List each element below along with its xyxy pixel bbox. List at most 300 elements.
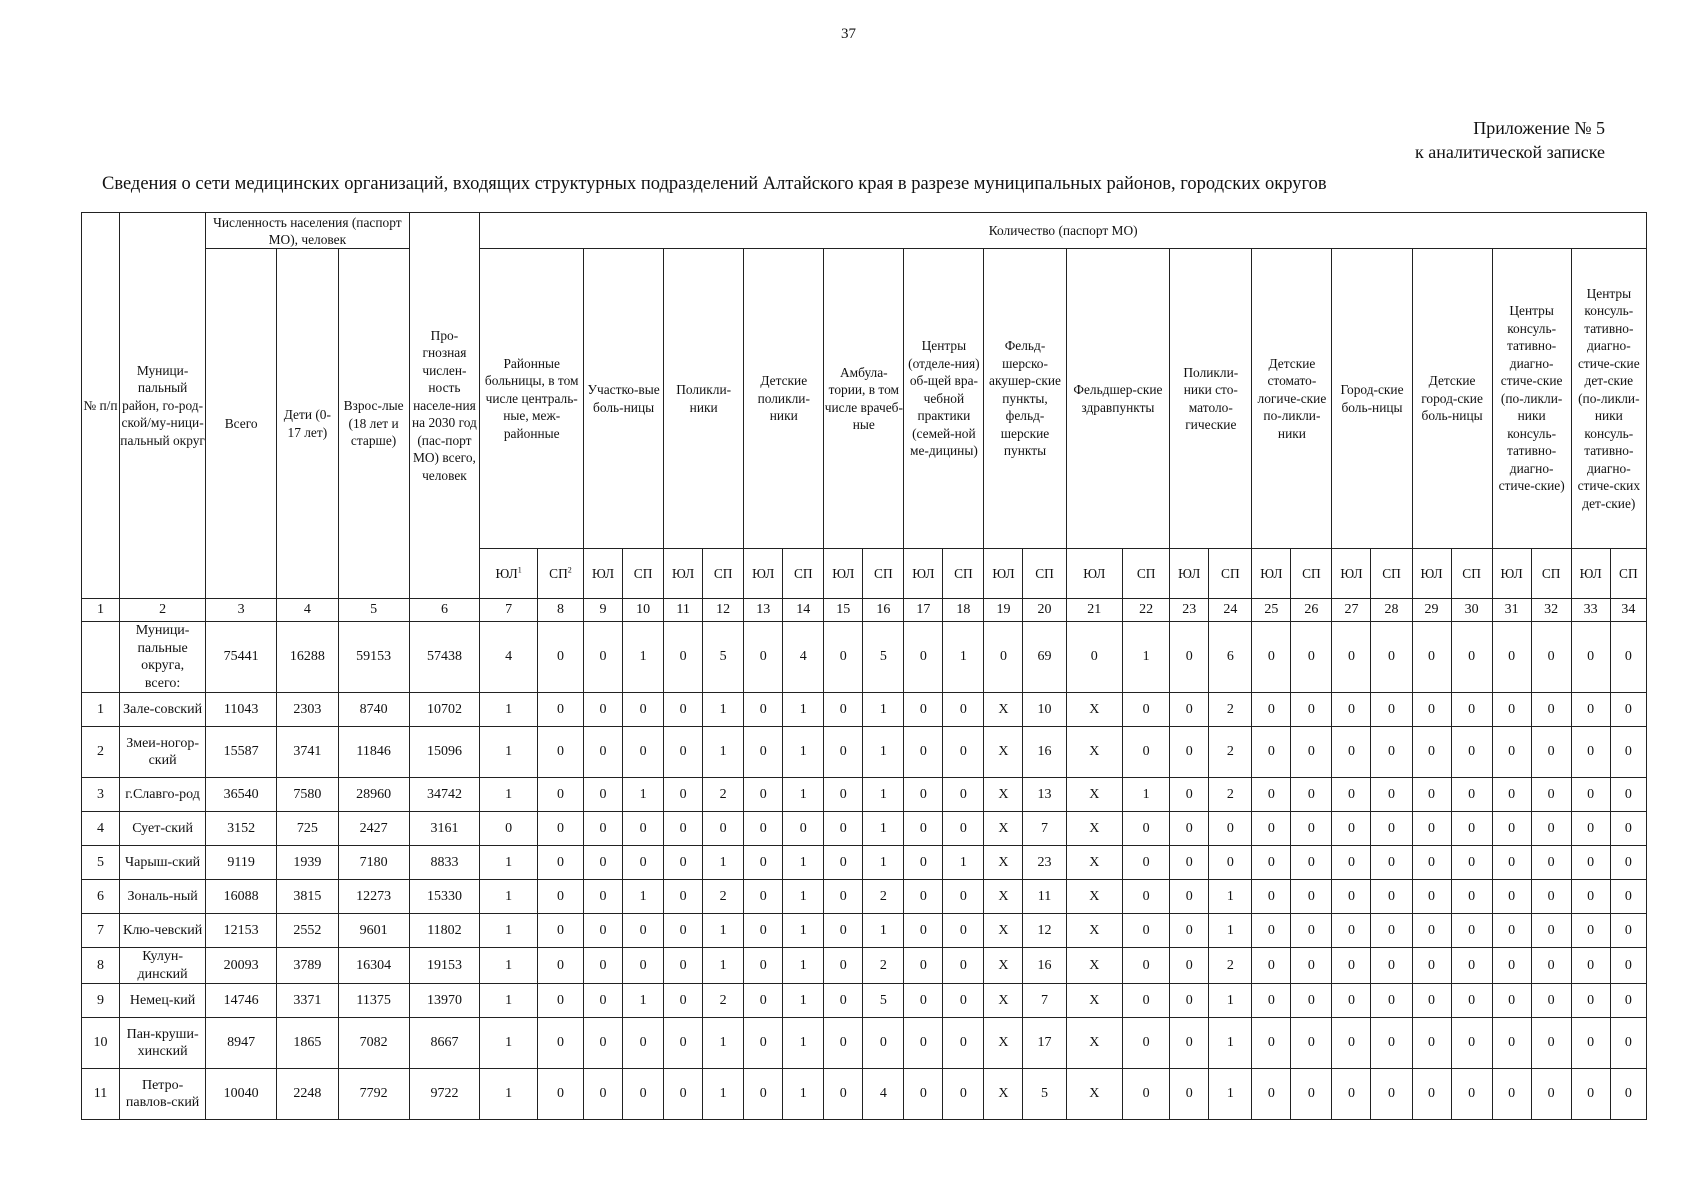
table-cell: 0 (664, 778, 703, 812)
table-cell: 8740 (338, 693, 409, 727)
table-cell: 0 (1252, 622, 1291, 693)
table-cell: 0 (1531, 1018, 1571, 1069)
table-cell: 2 (703, 778, 744, 812)
header-group: Амбула-тории, в том числе врачеб-ные (824, 249, 904, 549)
row-number: 6 (82, 880, 120, 914)
table-cell: Х (1066, 984, 1122, 1018)
table-cell: 0 (904, 914, 943, 948)
column-number: 22 (1123, 599, 1170, 622)
table-cell: 0 (1571, 1018, 1610, 1069)
table-cell: 5 (1023, 1069, 1066, 1120)
column-number: 31 (1492, 599, 1531, 622)
table-cell: 0 (943, 778, 984, 812)
table-cell: 15096 (409, 727, 480, 778)
header-sub-ul: ЮЛ (984, 549, 1023, 599)
column-number: 13 (744, 599, 783, 622)
column-number: 21 (1066, 599, 1122, 622)
district-name: Змеи-ногор-ский (119, 727, 205, 778)
header-sub-sp: СП (1291, 549, 1332, 599)
table-cell: 0 (1170, 693, 1209, 727)
table-cell: 8667 (409, 1018, 480, 1069)
table-cell: 10702 (409, 693, 480, 727)
table-cell: 0 (1291, 812, 1332, 846)
table-cell: 0 (744, 948, 783, 984)
table-cell: 0 (1291, 727, 1332, 778)
table-cell: 0 (1252, 880, 1291, 914)
table-cell: 0 (664, 948, 703, 984)
table-cell: 0 (824, 727, 863, 778)
table-cell: Х (984, 984, 1023, 1018)
table-cell: 2 (703, 984, 744, 1018)
header-group: Центры консуль-тативно-диагно-стиче-ские (по-ликли-ники консуль-тативно-диагно-стиче-ские) (1492, 249, 1571, 549)
header-sub-ul: ЮЛ (1492, 549, 1531, 599)
table-cell: 4 (863, 1069, 904, 1120)
table-cell: 0 (1123, 1018, 1170, 1069)
row-number: 7 (82, 914, 120, 948)
table-cell: 0 (824, 812, 863, 846)
table-cell: 0 (537, 984, 583, 1018)
table-cell: Х (984, 1018, 1023, 1069)
table-cell: 7180 (338, 846, 409, 880)
table-cell: 8947 (206, 1018, 277, 1069)
column-number: 11 (664, 599, 703, 622)
header-forecast: Про-гнозная числен-ность населе-ния на 2030 год (пас-порт МО) всего, человек (409, 213, 480, 599)
table-cell: 0 (537, 1018, 583, 1069)
district-name: Зональ-ный (119, 880, 205, 914)
table-cell: 0 (1412, 812, 1451, 846)
table-cell: 16304 (338, 948, 409, 984)
document-title: Сведения о сети медицинских организаций, входящих структурных подразделений Алтайского края в разрезе муниципальных районов, городских округов (102, 174, 1327, 194)
table-cell: 2 (863, 948, 904, 984)
table-cell: 7 (1023, 812, 1066, 846)
table-cell: 0 (1531, 948, 1571, 984)
table-cell: 10 (1023, 693, 1066, 727)
table-cell: 0 (1451, 846, 1492, 880)
table-cell: 0 (1412, 693, 1451, 727)
header-sub-sp: СП (1610, 549, 1646, 599)
table-cell: 11 (1023, 880, 1066, 914)
table-cell: 5 (863, 984, 904, 1018)
table-cell: 1 (703, 1018, 744, 1069)
header-sub-sp: СП (1451, 549, 1492, 599)
table-cell: 1 (480, 1069, 537, 1120)
table-cell: 1 (480, 984, 537, 1018)
table-cell: 0 (1252, 948, 1291, 984)
table-cell: 0 (744, 914, 783, 948)
district-name: Чарыш-ский (119, 846, 205, 880)
table-cell: 0 (744, 846, 783, 880)
table-cell: 0 (1123, 984, 1170, 1018)
table-cell: 6 (1209, 622, 1252, 693)
table-cell: 0 (744, 727, 783, 778)
table-cell: 1 (783, 1069, 824, 1120)
table-cell: 12273 (338, 880, 409, 914)
table-cell: 0 (1451, 693, 1492, 727)
table-cell: 0 (1170, 1018, 1209, 1069)
table-cell: 0 (1252, 914, 1291, 948)
column-number: 2 (119, 599, 205, 622)
table-cell: 0 (824, 1018, 863, 1069)
table-cell: 0 (623, 693, 664, 727)
table-cell: 1 (783, 948, 824, 984)
table-cell: 0 (1170, 914, 1209, 948)
table-cell: 0 (1252, 727, 1291, 778)
table-cell: 0 (744, 1018, 783, 1069)
header-sub-ul: ЮЛ (664, 549, 703, 599)
table-cell: 0 (1610, 948, 1646, 984)
table-cell: 0 (904, 778, 943, 812)
column-number: 14 (783, 599, 824, 622)
table-cell: 0 (1209, 812, 1252, 846)
table-cell: 0 (1291, 914, 1332, 948)
table-cell: 0 (664, 984, 703, 1018)
table-cell: 75441 (206, 622, 277, 693)
header-sub-sp: СП (1209, 549, 1252, 599)
table-cell: 8833 (409, 846, 480, 880)
table-cell: 0 (1123, 914, 1170, 948)
table-cell: 0 (1492, 914, 1531, 948)
table-cell: 0 (1571, 1069, 1610, 1120)
table-cell: 1 (863, 812, 904, 846)
table-cell: 0 (1371, 622, 1412, 693)
table-cell: 0 (1123, 812, 1170, 846)
table-cell: 1 (1209, 1018, 1252, 1069)
table-cell: 1 (480, 778, 537, 812)
row-number: 4 (82, 812, 120, 846)
table-cell: 0 (584, 812, 623, 846)
table-cell: 0 (664, 846, 703, 880)
table-cell: 0 (943, 984, 984, 1018)
table-cell: 0 (1332, 622, 1371, 693)
table-cell: 0 (1610, 984, 1646, 1018)
header-adults: Взрос-лые (18 лет и старше) (338, 249, 409, 599)
table-cell: 0 (1610, 1018, 1646, 1069)
table-cell: 0 (824, 914, 863, 948)
table-cell: Х (984, 914, 1023, 948)
table-cell: 1 (943, 622, 984, 693)
table-cell: 0 (1291, 693, 1332, 727)
header-group: Поликли-ники (664, 249, 744, 549)
table-cell: 0 (1170, 984, 1209, 1018)
table-cell: 1 (1209, 880, 1252, 914)
table-cell: 0 (1371, 812, 1412, 846)
table-cell: 0 (904, 622, 943, 693)
table-cell: 0 (744, 1069, 783, 1120)
row-number: 5 (82, 846, 120, 880)
table-cell: 0 (904, 1069, 943, 1120)
table-cell: 0 (1371, 1069, 1412, 1120)
table-cell: Х (1066, 1069, 1122, 1120)
table-cell: 0 (1531, 984, 1571, 1018)
table-cell: 2303 (277, 693, 339, 727)
column-number: 18 (943, 599, 984, 622)
table-cell: 0 (1610, 812, 1646, 846)
table-cell: 16088 (206, 880, 277, 914)
table-cell: 1 (783, 693, 824, 727)
table-cell: 0 (1451, 812, 1492, 846)
table-cell: 59153 (338, 622, 409, 693)
table-cell: 0 (824, 846, 863, 880)
table-cell: 0 (537, 914, 583, 948)
table-cell: 0 (1571, 880, 1610, 914)
table-cell: 0 (1123, 693, 1170, 727)
table-cell: 0 (1492, 984, 1531, 1018)
header-no: № п/п (82, 213, 120, 599)
table-cell: 0 (1123, 880, 1170, 914)
table-cell: 0 (1531, 846, 1571, 880)
header-sub-ul: ЮЛ (1170, 549, 1209, 599)
table-cell: 16 (1023, 948, 1066, 984)
table-cell: 2248 (277, 1069, 339, 1120)
table-cell: 0 (943, 948, 984, 984)
table-cell: 0 (1451, 984, 1492, 1018)
table-cell: 0 (943, 914, 984, 948)
header-population: Численность населения (паспорт МО), человек (206, 213, 409, 249)
district-name: г.Славго-род (119, 778, 205, 812)
table-cell: 0 (584, 948, 623, 984)
table-cell: 0 (824, 1069, 863, 1120)
table-cell: 0 (1291, 846, 1332, 880)
table-cell: 0 (584, 622, 623, 693)
table-cell: 0 (1531, 1069, 1571, 1120)
table-cell: 0 (1492, 622, 1531, 693)
table-cell: 1 (1123, 778, 1170, 812)
header-sub-sp: СП (783, 549, 824, 599)
table-cell: 0 (537, 812, 583, 846)
column-number: 3 (206, 599, 277, 622)
header-sub-ul: ЮЛ (744, 549, 783, 599)
table-cell: 0 (1412, 984, 1451, 1018)
table-cell: 0 (1332, 880, 1371, 914)
table-cell: 0 (1291, 778, 1332, 812)
column-number: 20 (1023, 599, 1066, 622)
column-number: 4 (277, 599, 339, 622)
table-cell: 0 (1571, 984, 1610, 1018)
table-cell: 0 (943, 1018, 984, 1069)
table-cell: 0 (1291, 984, 1332, 1018)
table-cell: 0 (1451, 1018, 1492, 1069)
table-cell: 0 (1451, 914, 1492, 948)
table-cell: Х (1066, 1018, 1122, 1069)
header-quantity: Количество (паспорт МО) (480, 213, 1647, 249)
table-cell: 7580 (277, 778, 339, 812)
table-cell: 0 (1492, 1069, 1531, 1120)
table-cell: 0 (904, 727, 943, 778)
column-number: 1 (82, 599, 120, 622)
table-cell: 4 (480, 622, 537, 693)
table-cell: 0 (1332, 948, 1371, 984)
table-cell: 1 (703, 727, 744, 778)
column-number: 7 (480, 599, 537, 622)
medical-network-table (81, 212, 1647, 1120)
table-cell: 0 (824, 622, 863, 693)
table-cell: 5 (863, 622, 904, 693)
table-cell: 0 (1291, 1018, 1332, 1069)
table-cell: 14746 (206, 984, 277, 1018)
table-cell: 0 (783, 812, 824, 846)
table-cell: 0 (1123, 1069, 1170, 1120)
table-cell: 7 (1023, 984, 1066, 1018)
table-cell: 0 (664, 914, 703, 948)
table-cell: 0 (1123, 727, 1170, 778)
table-cell: 0 (1412, 880, 1451, 914)
table-cell: 0 (584, 880, 623, 914)
table-cell: 0 (1371, 880, 1412, 914)
table-cell: 0 (1332, 1069, 1371, 1120)
table-cell: 5 (703, 622, 744, 693)
table-cell: 0 (1252, 1069, 1291, 1120)
table-cell: 0 (537, 727, 583, 778)
table-cell: 0 (943, 727, 984, 778)
table-cell: 0 (1492, 1018, 1531, 1069)
column-number: 34 (1610, 599, 1646, 622)
table-cell: 0 (1412, 778, 1451, 812)
table-cell: 0 (623, 914, 664, 948)
column-number: 27 (1332, 599, 1371, 622)
table-cell: 0 (1610, 914, 1646, 948)
table-cell: 0 (1412, 1069, 1451, 1120)
table-cell: 0 (1571, 948, 1610, 984)
table-cell: Х (984, 693, 1023, 727)
district-name: Сует-ский (119, 812, 205, 846)
table-cell: 0 (1412, 914, 1451, 948)
table-cell: 0 (744, 880, 783, 914)
table-cell: 0 (537, 778, 583, 812)
table-cell: 4 (783, 622, 824, 693)
table-cell: 13 (1023, 778, 1066, 812)
header-group: Детские стомато-логиче-ские по-ликли-ники (1252, 249, 1332, 549)
table-cell: 2 (1209, 948, 1252, 984)
table-cell: 0 (1412, 1018, 1451, 1069)
header-sub-ul: $ЮЛ^1$ (480, 549, 537, 599)
table-cell: 0 (1610, 778, 1646, 812)
table-cell: Х (984, 727, 1023, 778)
header-group: Участко-вые боль-ницы (584, 249, 664, 549)
table-cell: 0 (1531, 622, 1571, 693)
table-cell: 0 (1412, 846, 1451, 880)
header-sub-ul: ЮЛ (904, 549, 943, 599)
table-cell: 0 (984, 622, 1023, 693)
table-cell: 3152 (206, 812, 277, 846)
column-number: 19 (984, 599, 1023, 622)
table-cell: 725 (277, 812, 339, 846)
table-cell: 0 (1451, 727, 1492, 778)
district-name: Муници-пальные округа, всего: (119, 622, 205, 693)
table-cell: 0 (1451, 1069, 1492, 1120)
table-cell: 0 (584, 914, 623, 948)
table-cell: 1 (480, 880, 537, 914)
table-cell: 0 (1571, 622, 1610, 693)
header-sub-sp: СП (1123, 549, 1170, 599)
table-cell: 1 (703, 948, 744, 984)
row-number (82, 622, 120, 693)
table-cell: 0 (1252, 1018, 1291, 1069)
row-number: 9 (82, 984, 120, 1018)
table-cell: 0 (584, 984, 623, 1018)
table-cell: 0 (1066, 622, 1122, 693)
table-cell: 0 (1571, 778, 1610, 812)
table-cell: 0 (664, 693, 703, 727)
table-cell: 20093 (206, 948, 277, 984)
table-cell: Х (1066, 846, 1122, 880)
table-cell: 1 (703, 914, 744, 948)
table-cell: 0 (1531, 727, 1571, 778)
table-row (82, 880, 1647, 914)
row-number: 10 (82, 1018, 120, 1069)
header-group: Детские город-ские боль-ницы (1412, 249, 1492, 549)
table-cell: 0 (1531, 880, 1571, 914)
table-cell: 0 (1291, 880, 1332, 914)
header-sub-ul: ЮЛ (1066, 549, 1122, 599)
table-cell: 0 (623, 948, 664, 984)
column-number: 10 (623, 599, 664, 622)
table-cell: 0 (1571, 812, 1610, 846)
table-cell: 0 (1531, 914, 1571, 948)
table-cell: 2 (1209, 778, 1252, 812)
table-cell: 0 (584, 1018, 623, 1069)
table-cell: 0 (1412, 727, 1451, 778)
table-cell: 3741 (277, 727, 339, 778)
table-cell: 1 (1123, 622, 1170, 693)
table-cell: 0 (943, 693, 984, 727)
table-cell: 0 (744, 693, 783, 727)
table-cell: 0 (943, 1069, 984, 1120)
header-group: Районные больницы, в том числе централь-ные, меж-районные (480, 249, 584, 549)
table-cell: 0 (904, 948, 943, 984)
table-cell: 0 (664, 812, 703, 846)
table-cell: 0 (584, 1069, 623, 1120)
header-group: Фельд-шерско-акушер-ские пункты, фельд-шерские пункты (984, 249, 1066, 549)
table-cell: 0 (1531, 812, 1571, 846)
table-cell: 0 (1451, 622, 1492, 693)
district-name: Пан-круши-хинский (119, 1018, 205, 1069)
table-cell: 0 (904, 846, 943, 880)
column-number: 8 (537, 599, 583, 622)
table-cell: 0 (1170, 846, 1209, 880)
column-number: 9 (584, 599, 623, 622)
table-cell: 11846 (338, 727, 409, 778)
table-cell: 0 (623, 1018, 664, 1069)
table-cell: 1 (703, 846, 744, 880)
table-cell: Х (1066, 812, 1122, 846)
table-cell: 0 (1610, 727, 1646, 778)
table-cell: 0 (1412, 622, 1451, 693)
table-cell: 1939 (277, 846, 339, 880)
table-cell: Х (1066, 948, 1122, 984)
column-number: 15 (824, 599, 863, 622)
table-cell: 1 (1209, 1069, 1252, 1120)
table-cell: 0 (1412, 948, 1451, 984)
table-cell: 0 (1170, 727, 1209, 778)
table-cell: 2 (1209, 727, 1252, 778)
table-row (82, 693, 1647, 727)
district-name: Немец-кий (119, 984, 205, 1018)
table-row (82, 846, 1647, 880)
table-cell: 2427 (338, 812, 409, 846)
header-sub-ul: ЮЛ (824, 549, 863, 599)
table-cell: 17 (1023, 1018, 1066, 1069)
header-group: Центры консуль-тативно-диагно-стиче-ские дет-ские (по-ликли-ники консуль-тативно-диагно-стиче-ских дет-ские) (1571, 249, 1646, 549)
table-cell: 9601 (338, 914, 409, 948)
table-cell: 0 (1531, 693, 1571, 727)
header-sub-sp: СП (943, 549, 984, 599)
header-group: Детские поликли-ники (744, 249, 824, 549)
table-cell: 0 (1610, 880, 1646, 914)
column-number: 12 (703, 599, 744, 622)
table-cell: 0 (824, 778, 863, 812)
table-cell: 0 (1492, 948, 1531, 984)
column-number: 24 (1209, 599, 1252, 622)
